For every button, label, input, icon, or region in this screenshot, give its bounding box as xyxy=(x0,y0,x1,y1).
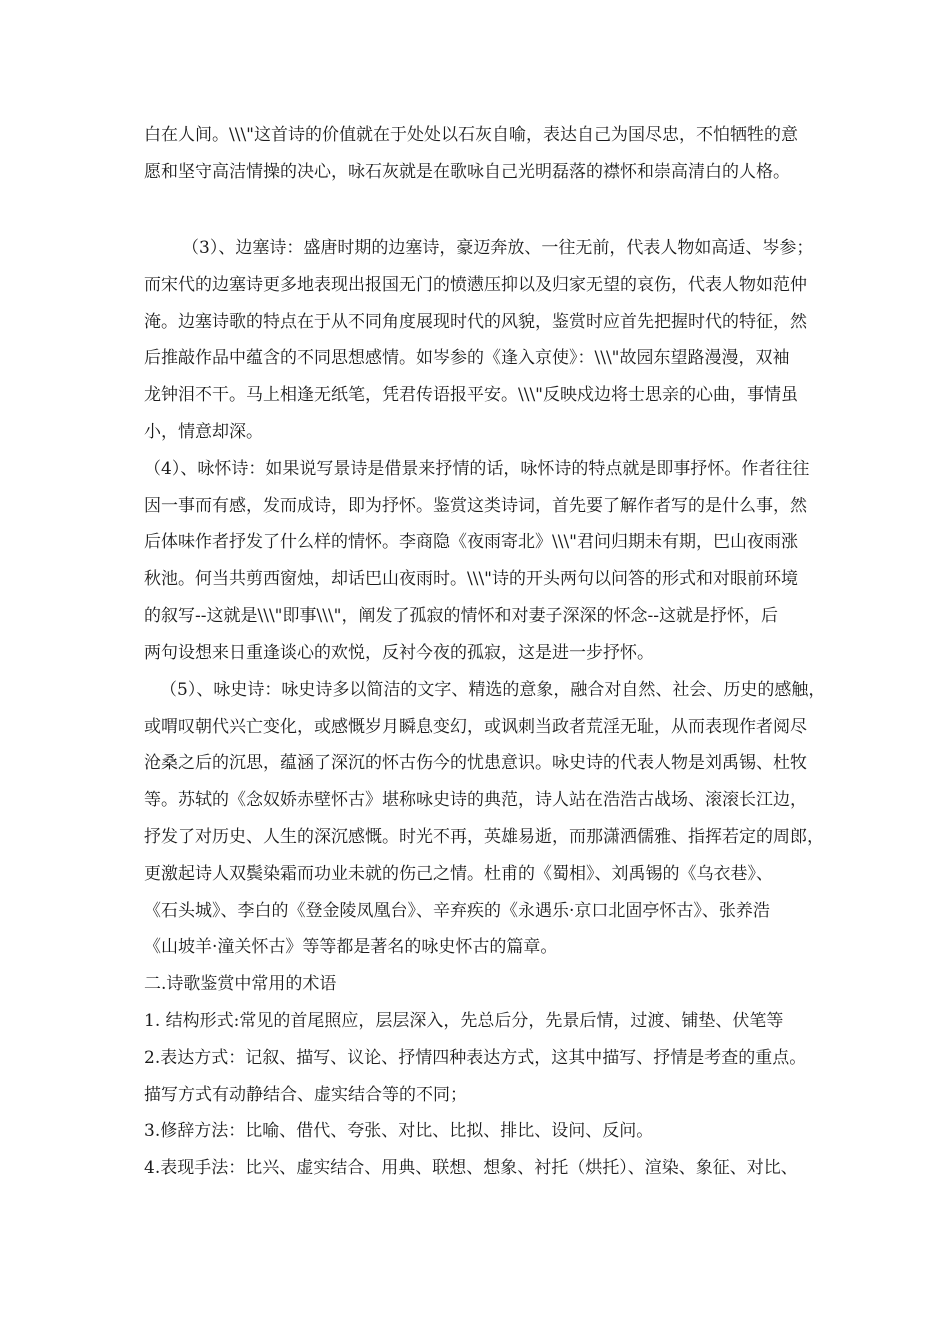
text-line-5: 淹。边塞诗歌的特点在于从不同角度展现时代的风貌，鉴赏时应首先把握时代的特征，然 xyxy=(144,312,807,332)
text-line-12: 秋池。何当共剪西窗烛，却话巴山夜雨时。\\\"诗的开头两句以问答的形式和对眼前环境 xyxy=(144,569,799,589)
section-5-heading-line: （5）、咏史诗：咏史诗多以简洁的文字、精选的意象，融合对自然、社会、历史的感触， xyxy=(160,680,826,700)
text-line-22: 《山坡羊·潼关怀古》等等都是著名的咏史怀古的篇章。 xyxy=(144,937,558,957)
text-line-18: 等。苏轼的《念奴娇赤壁怀古》堪称咏史诗的典范，诗人站在浩浩古战场、滚滚长江边， xyxy=(144,790,807,810)
section-4-heading-line: （4）、咏怀诗：如果说写景诗是借景来抒情的话，咏怀诗的特点就是即事抒怀。作者往往 xyxy=(144,459,810,479)
text-line-14: 两句设想来日重逢谈心的欢悦，反衬今夜的孤寂，这是进一步抒怀。 xyxy=(144,643,654,663)
text-line-6: 后推敲作品中蕴含的不同思想感情。如岑参的《逢入京使》：\\\"故园东望路漫漫，双袖 xyxy=(144,348,790,368)
text-line-11: 后体味作者抒发了什么样的情怀。李商隐《夜雨寄北》\\\"君问归期未有期，巴山夜雨涨 xyxy=(144,532,799,552)
text-line-4: 而宋代的边塞诗更多地表现出报国无门的愤懑压抑以及归家无望的哀伤，代表人物如范仲 xyxy=(144,275,807,295)
text-line-16: 或喟叹朝代兴亡变化，或感慨岁月瞬息变幻，或讽刺当政者荒淫无耻，从而表现作者阅尽 xyxy=(144,717,807,737)
text-line-8: 小，情意却深。 xyxy=(144,422,263,442)
text-line-13: 的叙写--这就是\\\"即事\\\"，阐发了孤寂的情怀和对妻子深深的怀念--这就是抒怀，后 xyxy=(144,606,778,626)
text-line-17: 沧桑之后的沉思，蕴涵了深沉的怀古伤今的忧患意识。咏史诗的代表人物是刘禹锡、杜牧 xyxy=(144,753,807,773)
text-line-21: 《石头城》、李白的《登金陵凤凰台》、辛弃疾的《永遇乐·京口北固亭怀古》、张养浩 xyxy=(144,901,770,921)
text-line-19: 抒发了对历史、人生的深沉感慨。时光不再，英雄易逝，而那潇洒儒雅、指挥若定的周郎， xyxy=(144,827,824,847)
text-line-1: 白在人间。\\\"这首诗的价值就在于处处以石灰自喻，表达自己为国尽忠，不怕牺牲的意 xyxy=(144,125,799,145)
list-item-structure: 1. 结构形式:常见的首尾照应，层层深入，先总后分，先景后情，过渡、铺垫、伏笔等 xyxy=(144,1011,784,1031)
list-item-expression: 2.表达方式：记叙、描写、议论、抒情四种表达方式，这其中描写、抒情是考查的重点。 xyxy=(144,1048,807,1068)
text-line-10: 因一事而有感，发而成诗，即为抒怀。鉴赏这类诗词，首先要了解作者写的是什么事，然 xyxy=(144,496,807,516)
list-item-rhetoric: 3.修辞方法：比喻、借代、夸张、对比、比拟、排比、设问、反问。 xyxy=(144,1121,654,1141)
section-3-heading-line: （3）、边塞诗：盛唐时期的边塞诗，豪迈奔放、一往无前，代表人物如高适、岑参； xyxy=(182,238,814,258)
text-line-26: 描写方式有动静结合、虚实结合等的不同； xyxy=(144,1085,467,1105)
list-item-techniques: 4.表现手法：比兴、虚实结合、用典、联想、想象、衬托（烘托）、渲染、象征、对比、 xyxy=(144,1158,798,1178)
text-line-7: 龙钟泪不干。马上相逢无纸笔，凭君传语报平安。\\\"反映戍边将士思亲的心曲，事情虽 xyxy=(144,385,799,405)
text-line-2: 愿和坚守高洁情操的决心，咏石灰就是在歌咏自己光明磊落的襟怀和崇高清白的人格。 xyxy=(144,162,790,182)
section-heading-terms: 二.诗歌鉴赏中常用的术语 xyxy=(144,974,337,994)
text-line-20: 更激起诗人双鬓染霜而功业未就的伤己之情。杜甫的《蜀相》、刘禹锡的《乌衣巷》、 xyxy=(144,864,773,884)
